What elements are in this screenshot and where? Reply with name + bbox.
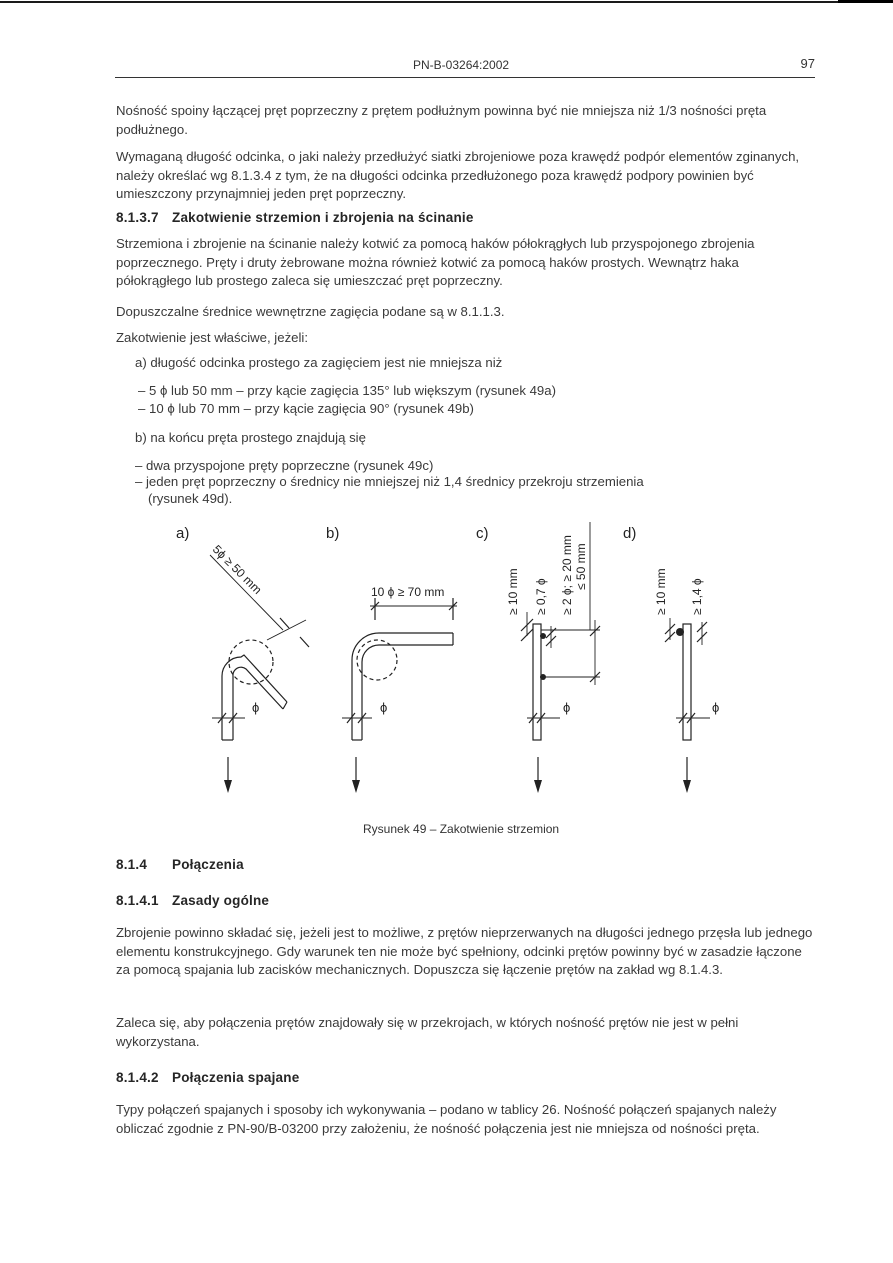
phi-tick-c2 bbox=[537, 713, 545, 723]
list-item-a1: – 5 ϕ lub 50 mm – przy kącie zagięcia 135° lub większym (rysunek 49a) bbox=[138, 383, 556, 398]
bar-d bbox=[683, 624, 691, 740]
arrowhead-b bbox=[352, 780, 360, 793]
figure-label-b: b) bbox=[326, 525, 340, 542]
tick-c3 bbox=[590, 626, 600, 636]
dim-a-label: 5ϕ ≥ 50 mm bbox=[209, 542, 265, 597]
paragraph-weld-strength: Nośność spoiny łączącej pręt poprzeczny z prętem podłużnym powinna być nie mniejsza niż 1/3 nośności pręta podłużnego. bbox=[116, 103, 767, 137]
heading-8-1-4-1 bbox=[116, 893, 269, 908]
tick-a2 bbox=[300, 637, 309, 647]
page-top-rule bbox=[0, 1, 893, 3]
hook-a-outer bbox=[222, 655, 287, 740]
heading-8-1-4-2 bbox=[116, 1070, 299, 1085]
phi-label-b: ϕ bbox=[380, 700, 388, 715]
heading-number: 8.1.4.2 bbox=[116, 1070, 159, 1085]
tick-d2 bbox=[697, 622, 707, 632]
hook-b-inner bbox=[362, 645, 453, 740]
phi-tick-d2 bbox=[687, 713, 695, 723]
transverse-bar-d bbox=[676, 628, 684, 636]
phi-tick-a1 bbox=[218, 713, 226, 723]
heading-number: 8.1.3.7 bbox=[116, 210, 159, 225]
tick-d2b bbox=[697, 632, 707, 642]
hook-a-tip bbox=[283, 702, 287, 709]
tick-c2b bbox=[546, 636, 556, 646]
paragraph-stirrup-anchorage: Strzemiona i zbrojenie na ścinanie należy kotwić za pomocą haków półokrągłych lub przyspojonego zbrojenia poprzecznego. Pręty i druty żebrowane można również kotwić za pomocą haków prostych. Wewnątrz haka półokrągłego lub prostego zaleca się umieszczać pręt poprzeczny. bbox=[116, 236, 755, 288]
figure-label-c: c) bbox=[476, 525, 489, 542]
tick-c2 bbox=[546, 628, 556, 638]
heading-8-1-4 bbox=[116, 857, 244, 872]
dim-ext-a bbox=[267, 620, 306, 640]
dim-line-a bbox=[210, 555, 283, 630]
dim-c1-label: ≥ 10 mm bbox=[506, 568, 520, 615]
tick-d1b bbox=[665, 632, 675, 642]
paragraph-splice-location: Zaleca się, aby połączenia prętów znajdowały się w przekrojach, w których nośność prętów nie jest w pełni wykorzystana. bbox=[116, 1015, 739, 1049]
heading-8-1-3-7 bbox=[116, 210, 474, 225]
tick-b2 bbox=[449, 602, 457, 610]
list-item-a2: – 10 ϕ lub 70 mm – przy kącie zagięcia 90° (rysunek 49b) bbox=[138, 401, 474, 416]
dim-c2-label: ≥ 0,7 ϕ bbox=[534, 578, 548, 615]
heading-title: Połączenia bbox=[172, 857, 244, 872]
tick-c1b bbox=[521, 629, 533, 641]
dim-b-label: 10 ϕ ≥ 70 mm bbox=[371, 585, 445, 599]
header-rule bbox=[115, 77, 815, 78]
phi-tick-d1 bbox=[679, 713, 687, 723]
welded-bar-2 bbox=[540, 674, 546, 680]
paragraph-anchorage-proper: Zakotwienie jest właściwe, jeżeli: bbox=[116, 330, 309, 345]
welded-bar-1 bbox=[540, 633, 546, 639]
hook-a-inner bbox=[233, 667, 283, 740]
arrowhead-d bbox=[683, 780, 691, 793]
bar-c bbox=[533, 624, 541, 740]
heading-title: Zakotwienie strzemion i zbrojenia na ścinanie bbox=[172, 210, 474, 225]
paragraph-welded-joints: Typy połączeń spajanych i sposoby ich wykonywania – podano w tablicy 26. Nośność połączeń spajanych należy obliczać zgodnie z PN-90/B-03200 przy założeniu, że nośność połączenia jest nie mniejsza od nośności pręta. bbox=[116, 1102, 777, 1136]
figure-caption: Rysunek 49 – Zakotwienie strzemion bbox=[363, 822, 560, 836]
page-number: 97 bbox=[800, 56, 815, 71]
tick-c4 bbox=[590, 672, 600, 682]
dim-d2-label: ≥ 1,4 ϕ bbox=[690, 578, 704, 615]
hook-b-outer bbox=[352, 633, 453, 740]
tick-b1 bbox=[371, 602, 379, 610]
list-item-a: a) długość odcinka prostego za zagięciem jest nie mniejsza niż bbox=[135, 355, 503, 370]
dim-d1-label: ≥ 10 mm bbox=[654, 568, 668, 615]
arrowhead-c bbox=[534, 780, 542, 793]
page-top-rule-mark bbox=[838, 0, 893, 3]
paragraph-splicing: Zbrojenie powinno składać się, jeżeli jest to możliwe, z prętów nieprzerwanych na długości jednego przęsła lub jednego elementu konstrukcyjnego. Gdy warunek ten nie może być spełniony, odcinki prętów powinny być w zasadzie łączone za pomocą spajania lub zacisków mechanicznych. Dopuszcza się łączenie prętów na zakład wg 8.1.4.3. bbox=[116, 925, 813, 977]
dim-c4-label: ≤ 50 mm bbox=[574, 543, 588, 590]
phi-label-a: ϕ bbox=[252, 700, 260, 715]
phi-tick-c1 bbox=[529, 713, 537, 723]
phi-tick-b2 bbox=[358, 713, 366, 723]
list-item-b2: – jeden pręt poprzeczny o średnicy nie mniejszej niż 1,4 średnicy przekroju strzemienia bbox=[135, 474, 644, 489]
tick-c1 bbox=[521, 619, 533, 631]
heading-number: 8.1.4.1 bbox=[116, 893, 159, 908]
phi-tick-b1 bbox=[347, 713, 355, 723]
list-item-b1: – dwa przyspojone pręty poprzeczne (rysunek 49c) bbox=[135, 458, 434, 473]
phi-label-c: ϕ bbox=[563, 700, 571, 715]
page-header bbox=[115, 58, 815, 78]
heading-title: Zasady ogólne bbox=[172, 893, 270, 908]
list-item-b: b) na końcu pręta prostego znajdują się bbox=[135, 430, 366, 445]
tick-a1 bbox=[280, 618, 289, 628]
figure-label-a: a) bbox=[176, 525, 190, 542]
list-item-b2-cont: (rysunek 49d). bbox=[148, 491, 233, 506]
mandrel-a bbox=[229, 640, 273, 684]
heading-number: 8.1.4 bbox=[116, 857, 148, 872]
phi-tick-a2 bbox=[229, 713, 237, 723]
phi-label-d: ϕ bbox=[712, 700, 720, 715]
heading-title: Połączenia spajane bbox=[172, 1070, 300, 1085]
paragraph-bend-diameters: Dopuszczalne średnice wewnętrzne zagięcia podane są w 8.1.1.3. bbox=[116, 304, 505, 319]
tick-d1 bbox=[665, 624, 675, 634]
dim-c3-label: ≥ 2 ϕ; ≥ 20 mm bbox=[560, 535, 574, 615]
paragraph-mesh-extension: Wymaganą długość odcinka, o jaki należy przedłużyć siatki zbrojeniowe poza krawędź podpór elementów zginanych, należy określać wg 8.1.3.4 z tym, że na długości odcinka przedłużonego poza krawędź podpory powinien być umieszczony przynajmniej jeden pręt poprzeczny. bbox=[116, 149, 800, 201]
figure-label-d: d) bbox=[623, 525, 637, 542]
mandrel-b bbox=[357, 640, 397, 680]
standard-number: PN-B-03264:2002 bbox=[413, 58, 510, 72]
arrowhead-a bbox=[224, 780, 232, 793]
